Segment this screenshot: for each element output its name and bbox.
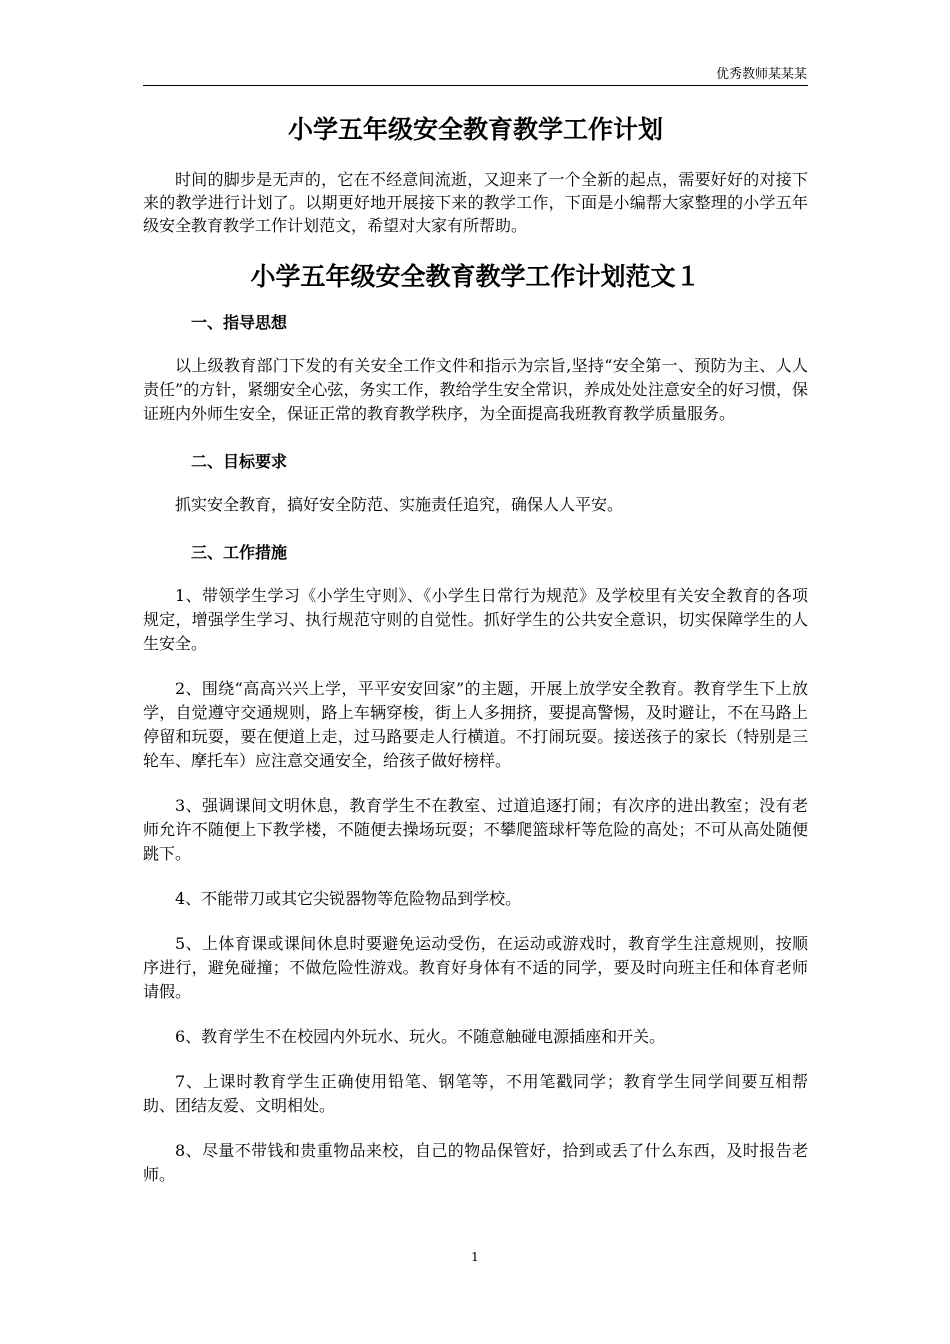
measure-item-6: 6、教育学生不在校园内外玩水、玩火。不随意触碰电源插座和开关。 <box>175 1027 666 1046</box>
intro-paragraph: 时间的脚步是无声的，它在不经意间流逝，又迎来了一个全新的起点，需要好好的对接下来的教学进行计划了。以期更好地开展接下来的教学工作，下面是小编帮大家整理的小学五年级安全教育教学工作计划范文，希望对大家有所帮助。 <box>143 170 808 235</box>
measure-item-4: 4、不能带刀或其它尖锐器物等危险物品到学校。 <box>175 889 522 908</box>
document-title: 小学五年级安全教育教学工作计划 <box>287 115 663 144</box>
measure-item-3: 3、强调课间文明休息，教育学生不在教室、过道追逐打闹；有次序的进出教室；没有老师允许不随便上下教学楼，不随便去操场玩耍；不攀爬篮球杆等危险的高处；不可从高处随便跳下。 <box>143 796 808 863</box>
header-divider <box>143 85 808 86</box>
measure-item-8: 8、尽量不带钱和贵重物品来校，自己的物品保管好，拾到或丢了什么东西，及时报告老师。 <box>143 1141 808 1184</box>
measure-item-7: 7、上课时教育学生正确使用铅笔、钢笔等，不用笔戳同学；教育学生同学间要互相帮助、团结友爱、文明相处。 <box>143 1072 808 1115</box>
document-body <box>143 110 808 1187</box>
measure-item-1: 1、带领学生学习《小学生守则》、《小学生日常行为规范》及学校里有关安全教育的各项规定，增强学生学习、执行规范守则的自觉性。抓好学生的公共安全意识，切实保障学生的人生安全。 <box>143 586 808 653</box>
section-heading-goals: 二、目标要求 <box>191 452 288 471</box>
section-heading-guiding-ideology: 一、指导思想 <box>191 313 288 332</box>
page-number: 1 <box>471 1250 479 1264</box>
measure-item-5: 5、上体育课或课间休息时要避免运动受伤，在运动或游戏时，教育学生注意规则，按顺序进行，避免碰撞；不做危险性游戏。教育好身体有不适的同学，要及时向班主任和体育老师请假。 <box>143 934 808 1001</box>
section-heading-measures: 三、工作措施 <box>191 543 288 562</box>
section-paragraph: 以上级教育部门下发的有关安全工作文件和指示为宗旨,坚持“安全第一、预防为主、人人责任”的方针，紧绷安全心弦，务实工作，教给学生安全常识，养成处处注意安全的好习惯，保证班内外师生安全，保证正常的教育教学秩序，为全面提高我班教育教学质量服务。 <box>143 356 808 423</box>
document-subtitle: 小学五年级安全教育教学工作计划范文１ <box>250 262 701 291</box>
page-header-label: 优秀教师某某某 <box>715 67 807 82</box>
section-paragraph: 抓实安全教育，搞好安全防范、实施责任追究，确保人人平安。 <box>175 495 624 514</box>
measure-item-2: 2、围绕“高高兴兴上学，平平安安回家”的主题，开展上放学安全教育。教育学生下上放学，自觉遵守交通规则，路上车辆穿梭，街上人多拥挤，要提高警惕，及时避让，不在马路上停留和玩耍，要在便道上走，过马路要走人行横道。不打闹玩耍。接送孩子的家长（特别是三轮车、摩托车）应注意交通安全，给孩子做好榜样。 <box>143 679 808 770</box>
